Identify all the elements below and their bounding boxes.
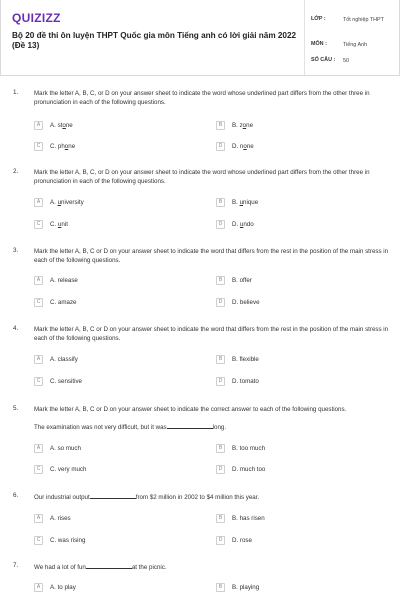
meta-class-value: Tốt nghiệp THPT (343, 17, 384, 23)
meta-panel (304, 0, 400, 75)
meta-subject-label: MÔN : (311, 41, 327, 47)
option-letter-badge: A (34, 583, 43, 592)
meta-class-label: LỚP : (311, 16, 326, 22)
question-number: 7. (13, 562, 19, 569)
option-text: B. has risen (232, 515, 265, 522)
option-text: B. flexible (232, 356, 259, 363)
question-prompt: Mark the letter A, B, C, or D on your answer sheet to indicate the word whose underlined part differs from the other three in pronunciation in each of the following questions. (34, 169, 370, 186)
option-text: B. unique (232, 199, 259, 206)
question-prompt: Mark the letter A, B, C, or D on your answer sheet to indicate the word whose underlined part differs from the other three in pronunciation in each of the following questions. (34, 90, 370, 107)
question-sentence: We had a lot of fun at the picnic. (34, 564, 167, 571)
option-text: A. stone (50, 122, 73, 129)
option-text: C. very much (50, 466, 87, 473)
option-text: C. sensitive (50, 378, 82, 385)
question-prompt: Mark the letter A, B, C or D on your answer sheet to indicate the correct answer to each of the following questions. (34, 406, 347, 413)
option-letter-badge: A (34, 198, 43, 207)
option-letter-badge: C (34, 377, 43, 386)
answer-blank (90, 492, 136, 499)
option-letter-badge: B (216, 198, 225, 207)
option-text: A. so much (50, 445, 81, 452)
option-letter-badge: C (34, 298, 43, 307)
question-number: 2. (13, 168, 19, 175)
option-text: B. zone (232, 122, 254, 129)
question-sentence: Our industrial output from $2 million in 2002 to $4 million this year. (34, 494, 260, 501)
option-text: C. amaze (50, 299, 77, 306)
option-letter-badge: D (216, 377, 225, 386)
option-text: A. rises (50, 515, 71, 522)
question-prompt: Mark the letter A, B, C or D on your answer sheet to indicate the word that differs from the rest in the position of the main stress in each of the following questions. (34, 326, 389, 343)
option-text: B. offer (232, 277, 252, 284)
option-letter-badge: A (34, 276, 43, 285)
quizizz-logo: QUIZIZZ (12, 11, 61, 25)
option-letter-badge: A (34, 121, 43, 130)
option-text: A. classify (50, 356, 78, 363)
option-text: B. too much (232, 445, 266, 452)
option-text: A. university (50, 199, 84, 206)
option-letter-badge: D (216, 298, 225, 307)
option-letter-badge: B (216, 583, 225, 592)
option-text: D. much too (232, 466, 266, 473)
option-letter-badge: D (216, 465, 225, 474)
meta-count-label: SỐ CÂU : (311, 57, 336, 63)
question-prompt: Mark the letter A, B, C or D on your answer sheet to indicate the word that differs from the rest in the position of the main stress in each of the following questions. (34, 248, 389, 265)
option-letter-badge: B (216, 355, 225, 364)
option-letter-badge: D (216, 220, 225, 229)
option-letter-badge: C (34, 220, 43, 229)
page-title: Bộ 20 đề thi ôn luyện THPT Quốc gia môn Tiếng anh có lời giải năm 2022 (Đề 13) (12, 31, 297, 50)
option-letter-badge: D (216, 536, 225, 545)
option-letter-badge: A (34, 444, 43, 453)
option-letter-badge: A (34, 355, 43, 364)
option-text: D. believe (232, 299, 260, 306)
option-text: A. to play (50, 584, 76, 591)
meta-count-value: 50 (343, 58, 349, 64)
option-text: C. unit (50, 221, 68, 228)
option-text: D. undo (232, 221, 254, 228)
option-letter-badge: B (216, 514, 225, 523)
option-text: D. none (232, 143, 254, 150)
option-text: C. was rising (50, 537, 86, 544)
option-letter-badge: B (216, 121, 225, 130)
option-letter-badge: A (34, 514, 43, 523)
option-letter-badge: B (216, 276, 225, 285)
answer-blank (86, 562, 132, 569)
option-letter-badge: C (34, 142, 43, 151)
option-text: A. release (50, 277, 78, 284)
option-letter-badge: C (34, 536, 43, 545)
option-text: D. rose (232, 537, 252, 544)
option-letter-badge: B (216, 444, 225, 453)
question-number: 6. (13, 492, 19, 499)
question-sentence: The examination was not very difficult, but it was long. (34, 424, 227, 431)
question-number: 1. (13, 89, 19, 96)
option-text: D. tomato (232, 378, 259, 385)
question-number: 3. (13, 247, 19, 254)
option-text: C. phone (50, 143, 76, 150)
option-letter-badge: C (34, 465, 43, 474)
meta-subject-value: Tiếng Anh (343, 42, 368, 48)
worksheet-header (0, 0, 400, 76)
option-letter-badge: D (216, 142, 225, 151)
option-text: B. playing (232, 584, 260, 591)
question-number: 5. (13, 405, 19, 412)
question-number: 4. (13, 325, 19, 332)
answer-blank (167, 422, 213, 429)
